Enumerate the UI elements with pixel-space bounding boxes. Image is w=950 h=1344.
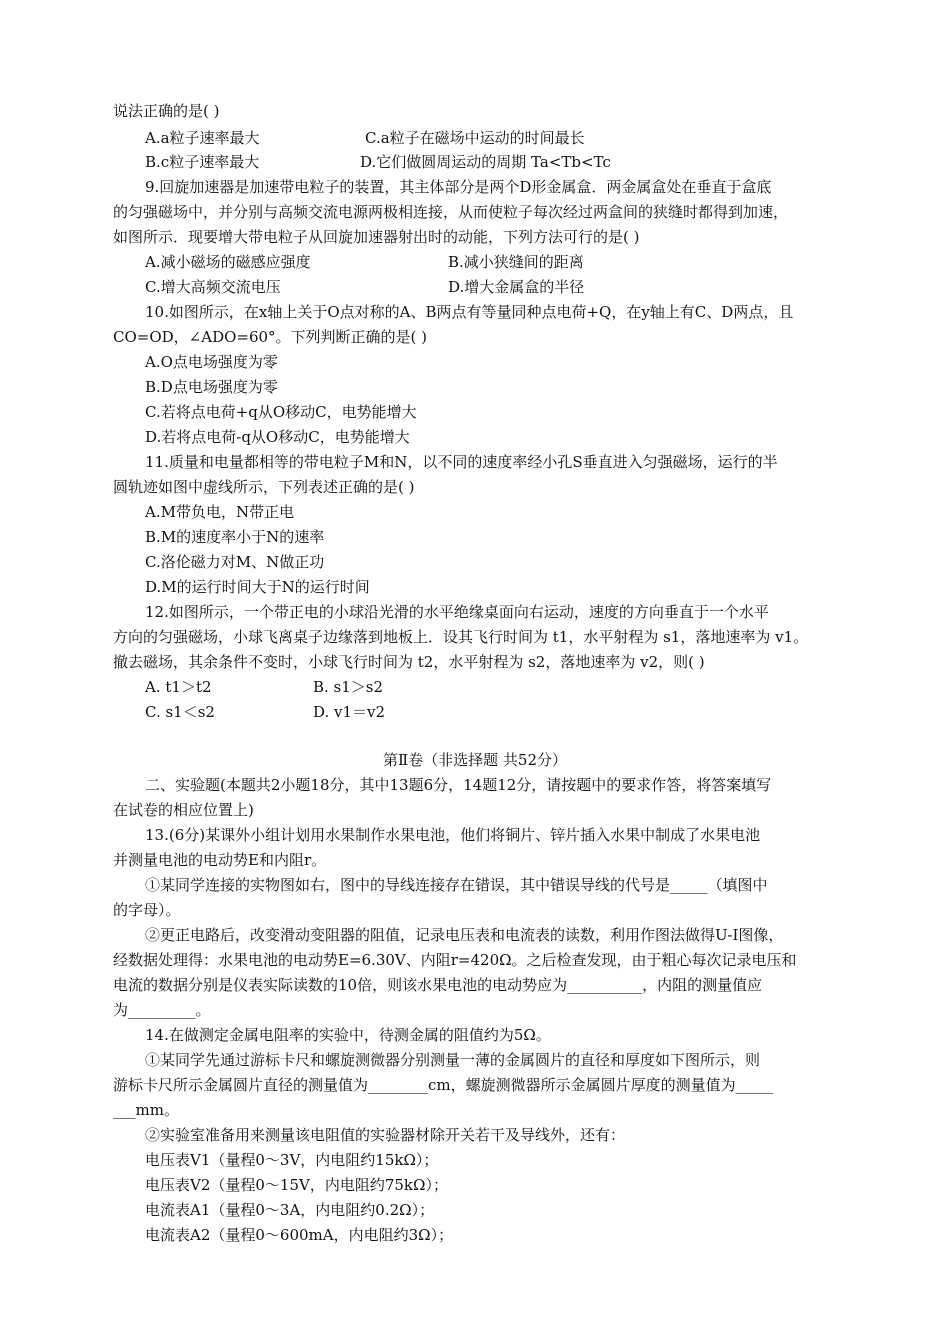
question-12: 12.如图所示，一个带正电的小球沿光滑的水平绝缘桌面向右运动，速度的方向垂直于一个水平 (145, 603, 769, 621)
option-a: A.O点电场强度为零 (145, 353, 278, 371)
section-instruction: 二、实验题(本题共2小题18分，其中13题6分，14题12分，请按题中的要求作答，将答案填写 (145, 776, 772, 794)
option-c: C. s1＜s2 (145, 703, 215, 721)
text-line: 的匀强磁场中，并分别与高频交流电源两极相连接，从而使粒子每次经过两盒间的狭缝时都得到加速， (113, 203, 789, 221)
sub-question-2: ②实验室准备用来测量该电阻值的实验器材除开关若干及导线外，还有： (145, 1126, 626, 1144)
option-d: D.若将点电荷-q从O移动C，电势能增大 (145, 428, 410, 446)
option-a: A.减小磁场的磁感应强度 (145, 253, 311, 271)
option-c: C.若将点电荷+q从O移动C，电势能增大 (145, 403, 417, 421)
option-b: B.减小狭缝间的距离 (448, 253, 584, 271)
question-11: 11.质量和电量都相等的带电粒子M和N，以不同的速度率经小孔S垂直进入匀强磁场，运行的半 (145, 453, 778, 471)
option-c: C.洛伦磁力对M、N做正功 (145, 553, 325, 571)
text-line: 在试卷的相应位置上) (113, 801, 254, 819)
text-line: 说法正确的是( ) (113, 102, 220, 120)
text-line: 经数据处理得：水果电池的电动势E=6.30V、内阻r=420Ω。之后检查发现，由于粗心每次记录电压和 (113, 951, 797, 969)
text-line: 的字母）。 (113, 901, 181, 919)
text-line: 为_________。 (113, 1001, 211, 1019)
sub-question-2: ②更正电路后，改变滑动变阻器的阻值，记录电压表和电流表的读数，利用作图法做得U-I图像， (145, 926, 784, 944)
option-d: D. v1＝v2 (313, 703, 386, 721)
option-b: B. s1＞s2 (313, 678, 384, 696)
option-b: B.c粒子速率最大 (145, 153, 260, 171)
text-line: ___mm。 (113, 1101, 179, 1119)
text-line: 如图所示．现要增大带电粒子从回旋加速器射出时的动能，下列方法可行的是( ) (113, 228, 640, 246)
text-line: 撤去磁场，其余条件不变时，小球飞行时间为 t2，水平射程为 s2，落地速率为 v2，则( ) (113, 653, 705, 671)
section-title: 第Ⅱ卷（非选择题 共52分） (382, 751, 568, 769)
instrument-a2: 电流表A2（量程0～600mA，内电阻约3Ω）； (145, 1226, 454, 1244)
sub-question-1: ①某同学先通过游标卡尺和螺旋测微器分别测量一薄的金属圆片的直径和厚度如下图所示，则 (145, 1051, 761, 1069)
option-a: A. t1＞t2 (145, 678, 212, 696)
question-13: 13.(6分)某课外小组计划用水果制作水果电池，他们将铜片、锌片插入水果中制成了水果电池 (145, 826, 761, 844)
option-b: B.D点电场强度为零 (145, 378, 278, 396)
text-line: 圆轨迹如图中虚线所示，下列表述正确的是( ) (113, 478, 415, 496)
text-line: 游标卡尺所示金属圆片直径的测量值为________cm，螺旋测微器所示金属圆片厚度的测量值为_____ (113, 1076, 774, 1094)
option-d: D.它们做圆周运动的周期 Ta<Tb<Tc (360, 153, 611, 171)
question-14: 14.在做测定金属电阻率的实验中，待测金属的阻值约为5Ω。 (145, 1026, 551, 1044)
option-d: D.增大金属盒的半径 (448, 278, 585, 296)
instrument-v2: 电压表V2（量程0～15V，内电阻约75kΩ）； (145, 1176, 448, 1194)
option-c: C.a粒子在磁场中运动的时间最长 (365, 129, 585, 147)
sub-question-1: ①某同学连接的实物图如右，图中的导线连接存在错误，其中错误导线的代号是_____（填图中 (145, 876, 768, 894)
text-line: 并测量电池的电动势E和内阻r。 (113, 851, 327, 869)
question-9: 9.回旋加速器是加速带电粒子的装置，其主体部分是两个D形金属盒．两金属盒处在垂直于盒底 (145, 178, 772, 196)
instrument-v1: 电压表V1（量程0～3V，内电阻约15kΩ）； (145, 1151, 439, 1169)
option-d: D.M的运行时间大于N的运行时间 (145, 578, 370, 596)
option-a: A.a粒子速率最大 (145, 129, 260, 147)
instrument-a1: 电流表A1（量程0～3A，内电阻约0.2Ω）； (145, 1201, 435, 1219)
question-10: 10.如图所示，在x轴上关于O点对称的A、B两点有等量同种点电荷+Q，在y轴上有C、D两点，且 (145, 303, 794, 321)
option-a: A.M带负电，N带正电 (145, 503, 295, 521)
text-line: 方向的匀强磁场，小球飞离桌子边缘落到地板上．设其飞行时间为 t1，水平射程为 s1，落地速率为 v1。 (113, 628, 809, 646)
text-line: CO=OD，∠ADO=60°。下列判断正确的是( ) (113, 328, 428, 346)
text-line: 电流的数据分别是仪表实际读数的10倍，则该水果电池的电动势应为__________，内阻的测量值应 (113, 976, 763, 994)
option-b: B.M的速度率小于N的速率 (145, 528, 325, 546)
option-c: C.增大高频交流电压 (145, 278, 281, 296)
